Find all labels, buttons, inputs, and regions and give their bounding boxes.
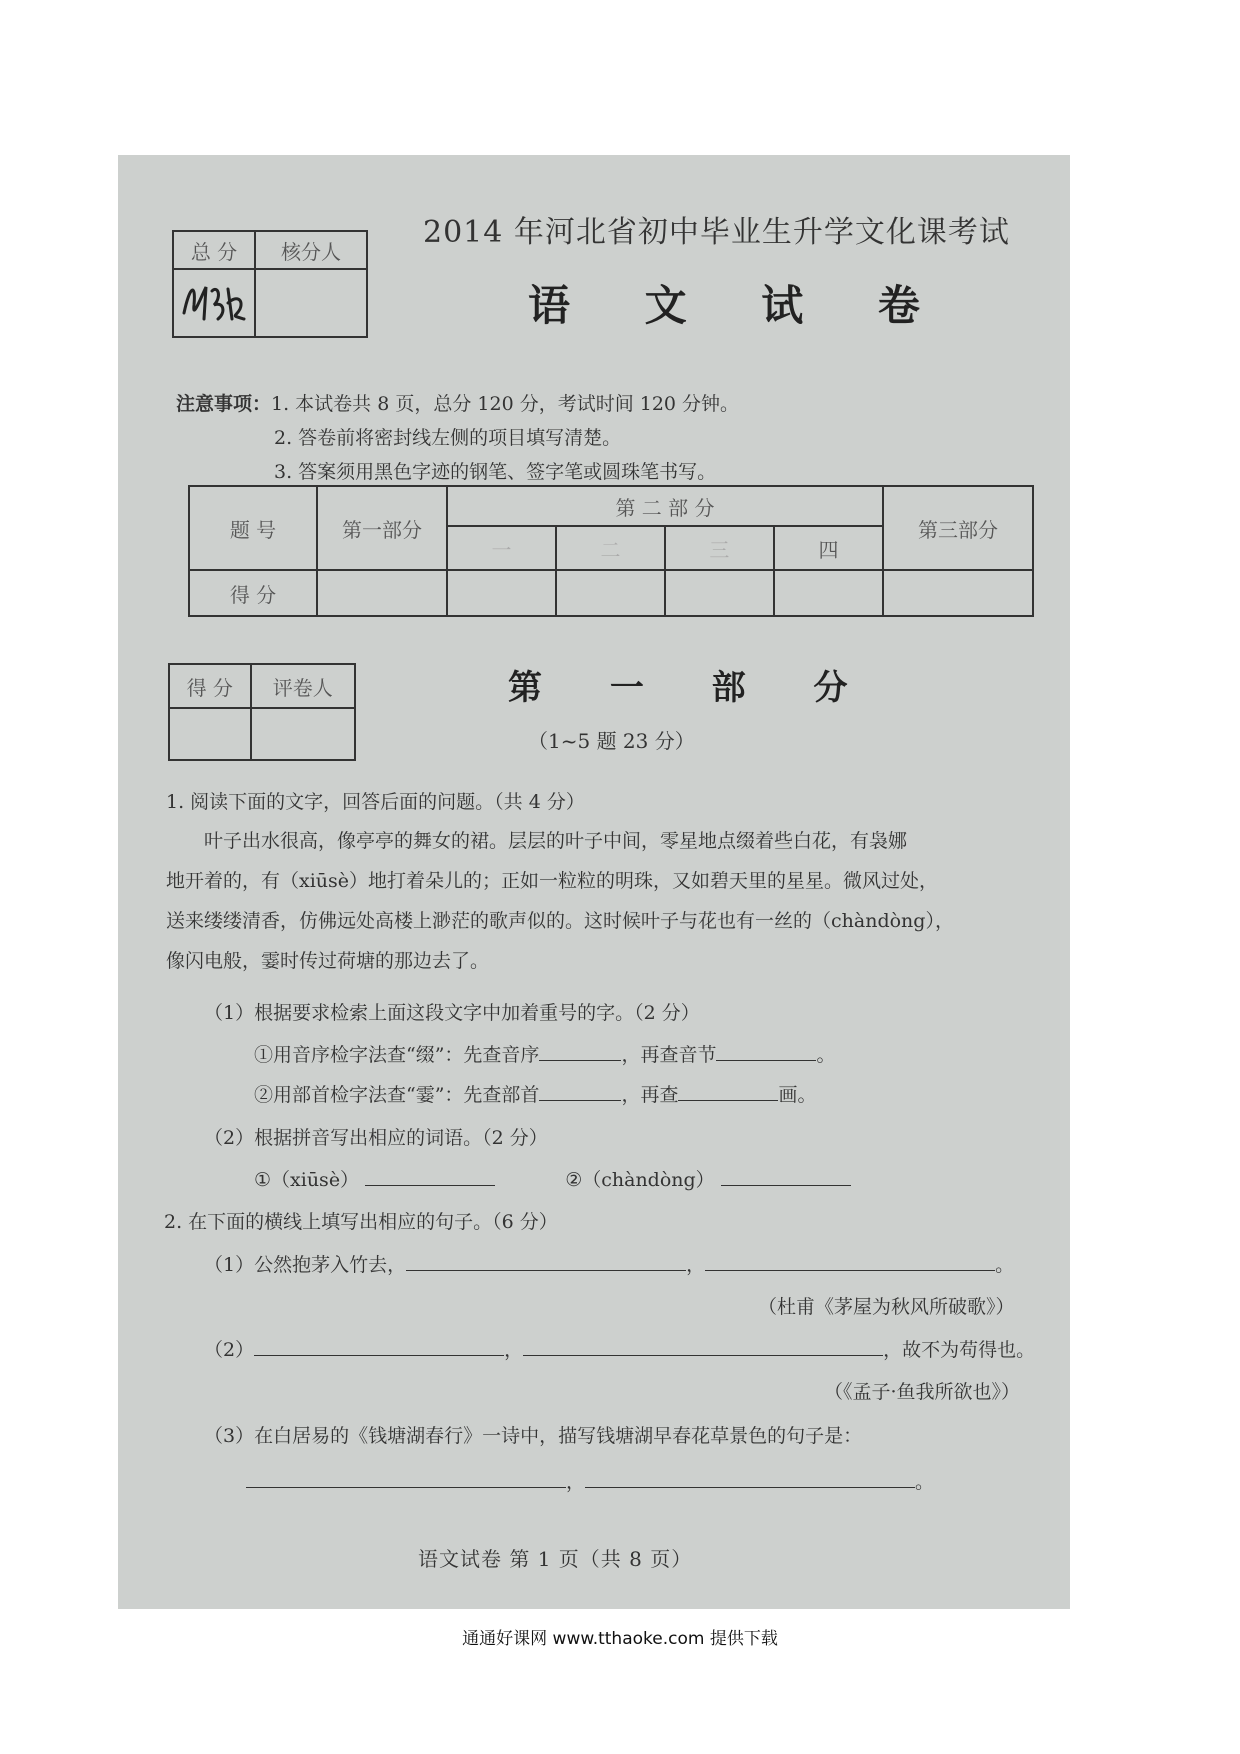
answer-blank[interactable] [705, 1253, 995, 1271]
text: ②（chàndòng） [565, 1169, 715, 1191]
row-label-question: 题 号 [189, 486, 317, 570]
q2-s1 [204, 1250, 1014, 1277]
q2-s2-source: （《孟子·鱼我所欲也》） [824, 1381, 1021, 1403]
exam-title: 2014 年河北省初中毕业生升学文化课考试 [423, 215, 1010, 250]
part1-header: 第一部分 [317, 486, 447, 570]
text: ，故不为苟得也。 [883, 1339, 1036, 1361]
score-cell [774, 570, 883, 616]
answer-blank[interactable] [721, 1168, 851, 1186]
q2-s3: （3）在白居易的《钱塘湖春行》一诗中，描写钱塘湖早春花草景色的句子是： [204, 1425, 863, 1447]
total-score-signature [173, 269, 255, 337]
note-item: 3. 答案须用黑色字迹的钢笔、签字笔或圆珠笔书写。 [274, 461, 717, 483]
page-footer: 语文试卷 第 1 页（共 8 页） [418, 1547, 693, 1571]
grader-score-cell [169, 708, 251, 760]
text: ②用部首检字法查“霎”：先查部首 [254, 1084, 540, 1106]
q1-sub2: （2）根据拼音写出相应的词语。（2 分） [204, 1127, 548, 1149]
part3-header: 第三部分 [883, 486, 1033, 570]
grader-box [168, 663, 356, 761]
text: ，再查 [621, 1084, 679, 1106]
score-table [188, 485, 1034, 617]
row-label-score: 得 分 [189, 570, 317, 616]
passage-line: 送来缕缕清香，仿佛远处高楼上渺茫的歌声似的。这时候叶子与花也有一丝的（chàndòng）， [166, 910, 954, 932]
score-cell [556, 570, 665, 616]
part-one-title: 第 一 部 分 [508, 668, 876, 708]
answer-blank[interactable] [539, 1083, 621, 1101]
text: 。 [915, 1471, 935, 1493]
total-score-label: 总 分 [173, 231, 255, 269]
score-cell [317, 570, 447, 616]
part2-header: 第 二 部 分 [447, 486, 883, 526]
part2-col: 二 [556, 526, 665, 570]
text: ， [566, 1471, 586, 1493]
notes [176, 387, 739, 489]
answer-blank[interactable] [539, 1043, 621, 1061]
paper-title: 语 文 试 卷 [528, 281, 950, 330]
q2-stem: 2. 在下面的横线上填写出相应的句子。（6 分） [164, 1211, 558, 1233]
answer-blank[interactable] [365, 1168, 495, 1186]
q2-s1-source: （杜甫《茅屋为秋风所破歌》） [758, 1296, 1015, 1318]
grader-cell [251, 708, 356, 760]
text: ， [504, 1339, 524, 1361]
q2-s3-answer [246, 1467, 934, 1494]
q1-sub1: （1）根据要求检索上面这段文字中加着重号的字。（2 分） [204, 1002, 700, 1024]
q1-sub2-answers [254, 1165, 851, 1192]
q1-stem: 1. 阅读下面的文字，回答后面的问题。（共 4 分） [166, 791, 585, 813]
note-item: 2. 答卷前将密封线左侧的项目填写清楚。 [274, 427, 622, 449]
passage-line: 叶子出水很高，像亭亭的舞女的裙。层层的叶子中间，零星地点缀着些白花，有袅娜 [204, 830, 908, 852]
q1-passage [166, 821, 1066, 981]
answer-blank[interactable] [523, 1338, 883, 1356]
part2-col: 一 [447, 526, 556, 570]
passage-line: 像闪电般，霎时传过荷塘的那边去了。 [166, 950, 490, 972]
note-item: 1. 本试卷共 8 页，总分 120 分，考试时间 120 分钟。 [271, 393, 740, 415]
text: ，再查音节 [621, 1044, 717, 1066]
grader-label: 评卷人 [251, 664, 356, 708]
answer-blank[interactable] [585, 1470, 915, 1488]
passage-line: 地开着的，有（xiūsè）地打着朵儿的；正如一粒粒的明珠，又如碧天里的星星。微风过处， [166, 870, 939, 892]
grader-score-label: 得 分 [169, 664, 251, 708]
text: 。 [995, 1254, 1015, 1276]
score-cell [883, 570, 1033, 616]
answer-blank[interactable] [406, 1253, 686, 1271]
text: 。 [816, 1044, 836, 1066]
answer-blank[interactable] [254, 1338, 504, 1356]
q1-sub1-a [254, 1040, 835, 1067]
q2-s2 [204, 1335, 1035, 1362]
part2-col: 三 [665, 526, 774, 570]
total-score-box [172, 230, 368, 338]
score-cell [665, 570, 774, 616]
checker-cell [255, 269, 367, 337]
exam-photo [118, 155, 1070, 1609]
text: （1）公然抱茅入竹去， [204, 1254, 407, 1276]
answer-blank[interactable] [678, 1083, 778, 1101]
part2-col: 四 [774, 526, 883, 570]
text: ， [686, 1254, 706, 1276]
notes-label: 注意事项： [176, 393, 272, 415]
answer-blank[interactable] [246, 1470, 566, 1488]
handwritten-signature [178, 275, 250, 327]
text: 画。 [778, 1084, 817, 1106]
part-one-subtitle: （1~5 题 23 分） [528, 729, 695, 753]
text: （2） [204, 1339, 255, 1361]
text: ①用音序检字法查“缀”：先查音序 [254, 1044, 540, 1066]
answer-blank[interactable] [716, 1043, 816, 1061]
checker-label: 核分人 [255, 231, 367, 269]
text: ①（xiūsè） [254, 1169, 360, 1191]
q1-sub1-b [254, 1080, 816, 1107]
score-cell [447, 570, 556, 616]
download-credit: 通通好课网 www.tthaoke.com 提供下载 [462, 1629, 778, 1649]
